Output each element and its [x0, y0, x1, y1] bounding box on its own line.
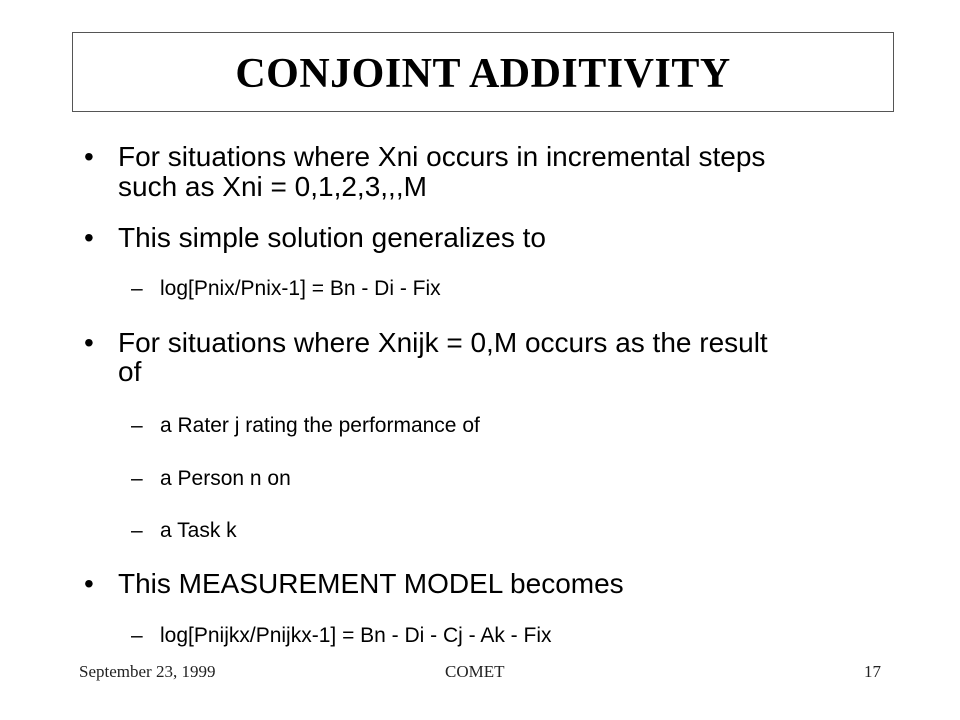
sub-bullet-text: log[Pnix/Pnix-1] = Bn - Di - Fix: [160, 277, 441, 300]
bullet-text: For situations where Xnijk = 0,M occurs as the result: [118, 327, 768, 358]
page-number: 17: [864, 662, 881, 681]
footer-center: COMET: [445, 662, 505, 681]
dash-marker: –: [131, 467, 143, 490]
sub-bullet-text: log[Pnijkx/Pnijkx-1] = Bn - Di - Cj - Ak - Fix: [160, 624, 552, 647]
sub-bullet-text: a Task k: [160, 519, 237, 542]
sub-bullet-text: a Rater j rating the performance of: [160, 414, 480, 437]
bullet-marker: •: [84, 327, 94, 358]
bullet-text: such as Xni = 0,1,2,3,,,M: [118, 171, 427, 202]
bullet-text: This MEASUREMENT MODEL becomes: [118, 568, 624, 599]
dash-marker: –: [131, 624, 143, 647]
bullet-text: For situations where Xni occurs in incremental steps: [118, 141, 766, 172]
bullet-marker: •: [84, 222, 94, 253]
title-box: [72, 32, 894, 112]
sub-bullet-text: a Person n on: [160, 467, 291, 490]
bullet-text: This simple solution generalizes to: [118, 222, 546, 253]
bullet-marker: •: [84, 568, 94, 599]
dash-marker: –: [131, 277, 143, 300]
bullet-text: of: [118, 356, 142, 387]
dash-marker: –: [131, 519, 143, 542]
dash-marker: –: [131, 414, 143, 437]
slide-title: CONJOINT ADDITIVITY: [235, 51, 731, 97]
footer-date: September 23, 1999: [79, 662, 216, 681]
bullet-marker: •: [84, 141, 94, 172]
